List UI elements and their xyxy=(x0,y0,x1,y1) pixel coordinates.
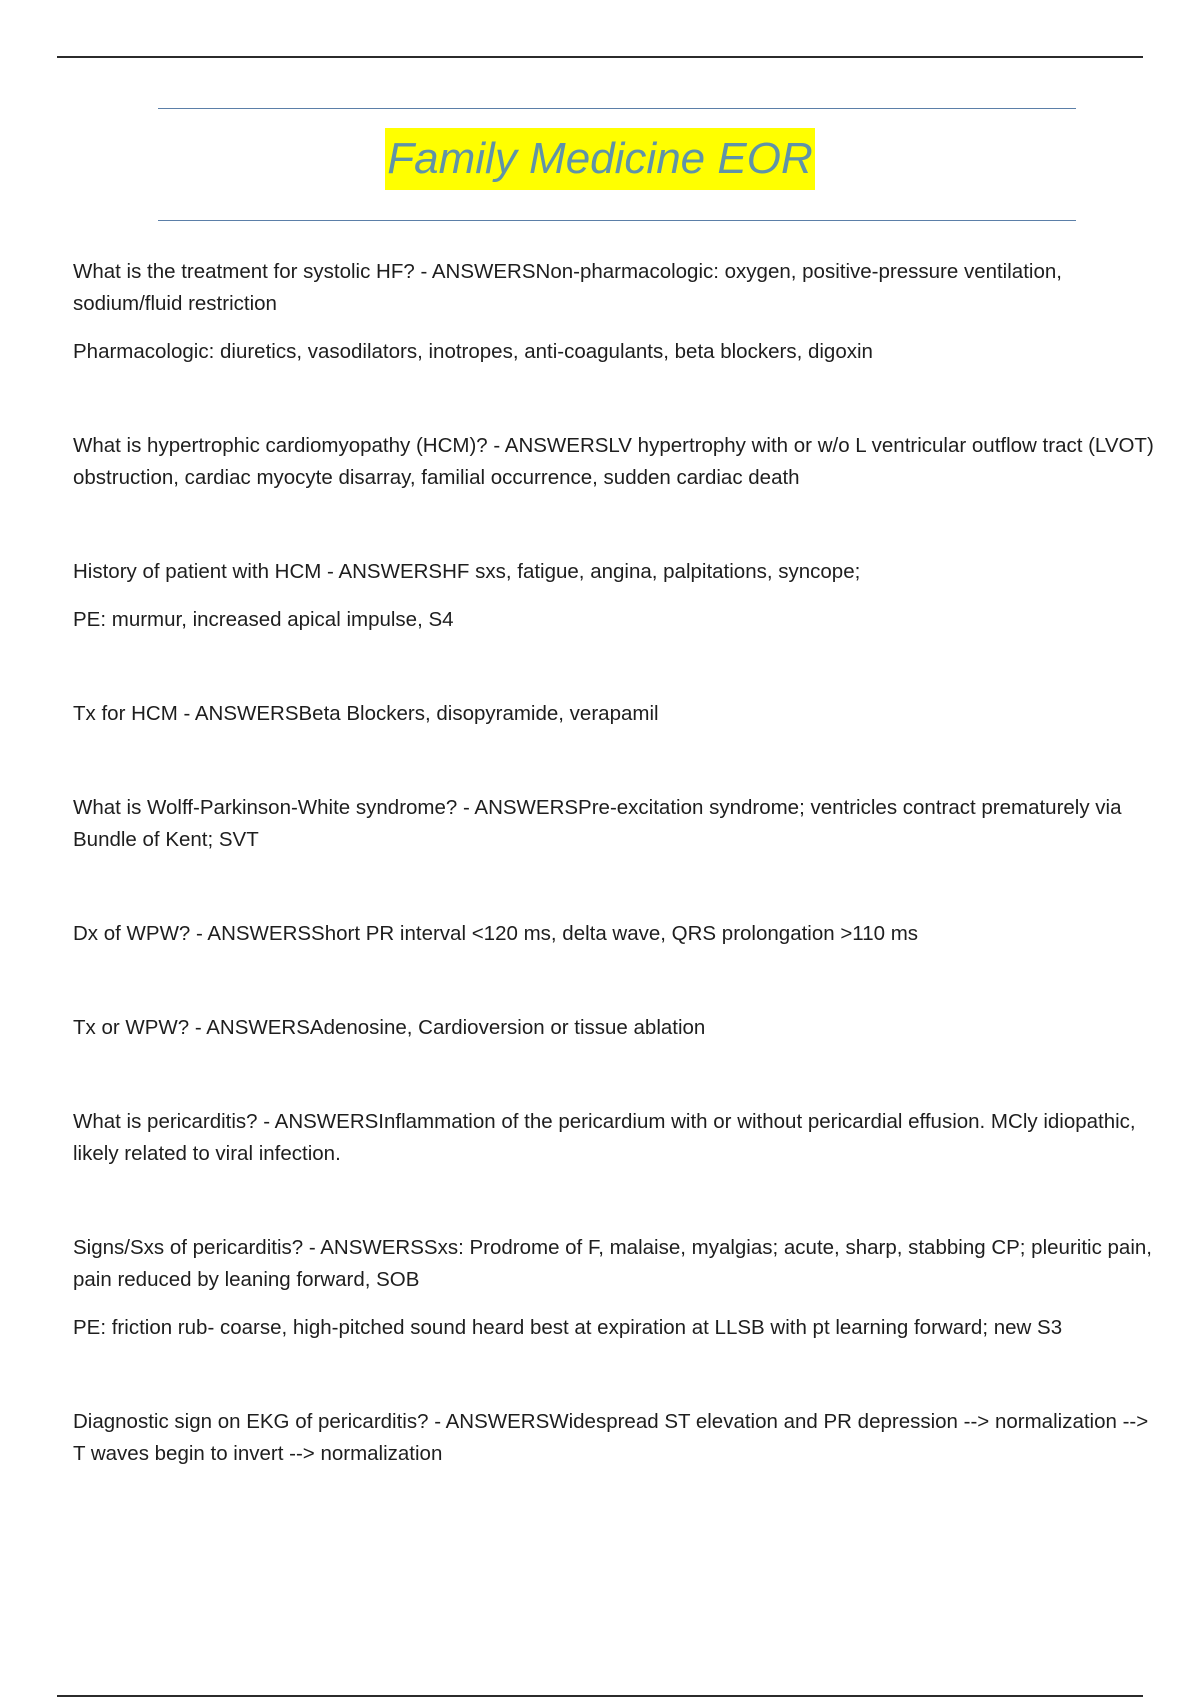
qa-question-answer: Dx of WPW? - ANSWERSShort PR interval <120 ms, delta wave, QRS prolongation >110 ms xyxy=(73,922,919,945)
qa-entry xyxy=(73,918,1158,950)
document-title: Family Medicine EOR xyxy=(385,128,814,190)
qa-entry xyxy=(73,1106,1158,1170)
qa-question-answer: Tx or WPW? - ANSWERSAdenosine, Cardioversion or tissue ablation xyxy=(73,1016,706,1039)
qa-question-answer: What is pericarditis? - ANSWERSInflammation of the pericardium with or without pericardial effusion. MCly idiopathic, likely related to viral infection. xyxy=(73,1110,1136,1165)
qa-entry xyxy=(73,1406,1158,1470)
qa-entry xyxy=(73,1232,1158,1344)
qa-entry xyxy=(73,430,1158,494)
qa-question-answer: Diagnostic sign on EKG of pericarditis? - ANSWERSWidespread ST elevation and PR depression --> normalization --> T waves begin to invert --> normalization xyxy=(73,1410,1149,1465)
title-lower-rule xyxy=(158,220,1076,221)
qa-question-answer: Tx for HCM - ANSWERSBeta Blockers, disopyramide, verapamil xyxy=(73,702,659,725)
qa-continuation: PE: murmur, increased apical impulse, S4 xyxy=(73,608,454,631)
page-top-rule xyxy=(57,56,1143,58)
qa-question-answer: What is the treatment for systolic HF? - ANSWERSNon-pharmacologic: oxygen, positive-pressure ventilation, sodium/fluid restriction xyxy=(73,260,1062,315)
qa-entry xyxy=(73,556,1158,636)
qa-question-answer: Signs/Sxs of pericarditis? - ANSWERSSxs: Prodrome of F, malaise, myalgias; acute, sharp, stabbing CP; pleuritic pain, pain reduced by leaning forward, SOB xyxy=(73,1236,1152,1291)
qa-entry xyxy=(73,1012,1158,1044)
qa-continuation: PE: friction rub- coarse, high-pitched sound heard best at expiration at LLSB with pt learning forward; new S3 xyxy=(73,1316,1063,1339)
qa-entry xyxy=(73,792,1158,856)
title-container xyxy=(0,128,1200,190)
title-upper-rule xyxy=(158,108,1076,109)
document-body xyxy=(73,256,1158,1532)
qa-entry xyxy=(73,256,1158,368)
qa-question-answer: What is Wolff-Parkinson-White syndrome? - ANSWERSPre-excitation syndrome; ventricles contract prematurely via Bundle of Kent; SVT xyxy=(73,796,1122,851)
qa-continuation: Pharmacologic: diuretics, vasodilators, inotropes, anti-coagulants, beta blockers, digoxin xyxy=(73,340,873,363)
page-bottom-rule xyxy=(57,1695,1143,1697)
qa-entry xyxy=(73,698,1158,730)
qa-question-answer: What is hypertrophic cardiomyopathy (HCM)? - ANSWERSLV hypertrophy with or w/o L ventricular outflow tract (LVOT) obstruction, cardiac myocyte disarray, familial occurrence, sudden cardiac death xyxy=(73,434,1154,489)
qa-question-answer: History of patient with HCM - ANSWERSHF sxs, fatigue, angina, palpitations, syncope; xyxy=(73,560,861,583)
